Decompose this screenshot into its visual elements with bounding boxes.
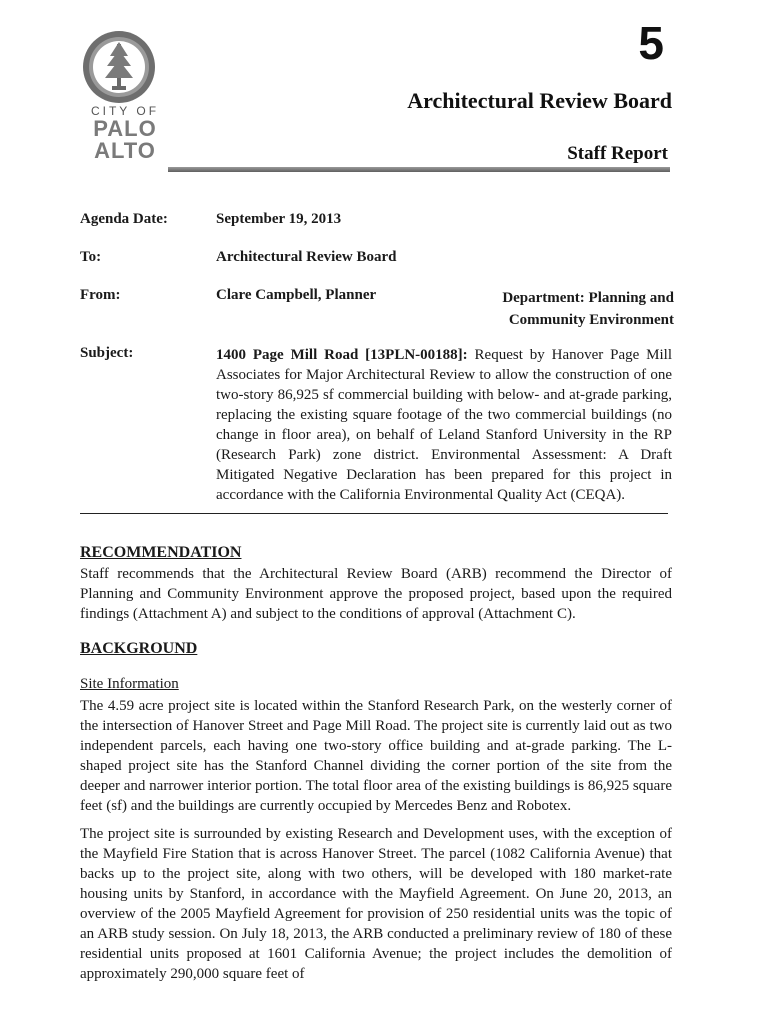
- from-label: From:: [80, 287, 121, 303]
- department: [494, 287, 674, 331]
- department-line1: Department: Planning and: [502, 290, 674, 306]
- meta-divider: [80, 513, 668, 514]
- city-logo-text: [80, 104, 170, 162]
- city-name-line1: PALO: [93, 116, 157, 141]
- background-paragraph-1: The 4.59 acre project site is located within the Stanford Research Park, on the westerly corner of the intersection of Hanover Street and Page Mill Road. The project site is currently laid out as two independent parcels, each having one two-story office building and at-grade parking. The L-shaped project site has the Stanford Channel dividing the corner portion of the site from the deeper and narrower interior portion. The total floor area of the existing buildings is 86,925 square feet (sf) and the buildings are currently occupied by Mercedes Benz and Robotex.: [80, 698, 672, 814]
- board-title: Architectural Review Board: [407, 88, 672, 113]
- background-paragraph-2: The project site is surrounded by existing Research and Development uses, with the exception of the Mayfield Fire Station that is across Hanover Street. The parcel (1082 California Avenue) that backs up to the project site, along with two others, will be developed with 180 market-rate housing units by Stanford, in accordance with the Mayfield Agreement. On June 20, 2013, an overview of the 2005 Mayfield Agreement for provision of 250 residential units was the topic of an ARB study session. On July 18, 2013, the ARB conducted a preliminary review of 180 of these residential units proposed at 1601 California Avenue; the project includes the demolition of approximately 290,000 square feet of: [80, 826, 672, 982]
- subject-bold: 1400 Page Mill Road [13PLN-00188]:: [216, 347, 468, 363]
- agenda-item-number: 5: [638, 17, 664, 69]
- city-name-line2: ALTO: [94, 138, 156, 163]
- recommendation-heading: RECOMMENDATION: [80, 544, 242, 561]
- agenda-date-value: September 19, 2013: [216, 211, 342, 227]
- to-value: Architectural Review Board: [216, 249, 397, 265]
- subject-text: [216, 345, 672, 505]
- city-seal-logo: [82, 30, 156, 104]
- from-value: Clare Campbell, Planner: [216, 287, 377, 303]
- department-line2: Community Environment: [508, 312, 674, 328]
- recommendation-text: Staff recommends that the Architectural Review Board (ARB) recommend the Director of Planning and Community Environment approve the proposed project, based upon the required findings (Attachment A) and subject to the conditions of approval (Attachment C).: [80, 566, 672, 622]
- to-label: To:: [80, 249, 102, 265]
- site-information-heading: Site Information: [80, 676, 179, 692]
- background-heading: BACKGROUND: [80, 640, 198, 657]
- city-of-text: CITY OF: [90, 104, 160, 118]
- report-title: Staff Report: [567, 143, 668, 164]
- header-divider: [168, 167, 670, 172]
- agenda-date-label: Agenda Date:: [80, 211, 168, 227]
- subject-description: Request by Hanover Page Mill Associates for Major Architectural Review to allow the construction of one two-story 86,925 sf commercial building with below- and at-grade parking, replacing the existing square footage of the two commercial buildings (no change in floor area), on behalf of Leland Stanford University in the RP (Research Park) zone district. Environmental Assessment: A Draft Mitigated Negative Declaration has been prepared for this project in accordance with the California Environmental Quality Act (CEQA).: [216, 347, 673, 503]
- subject-label: Subject:: [80, 345, 134, 361]
